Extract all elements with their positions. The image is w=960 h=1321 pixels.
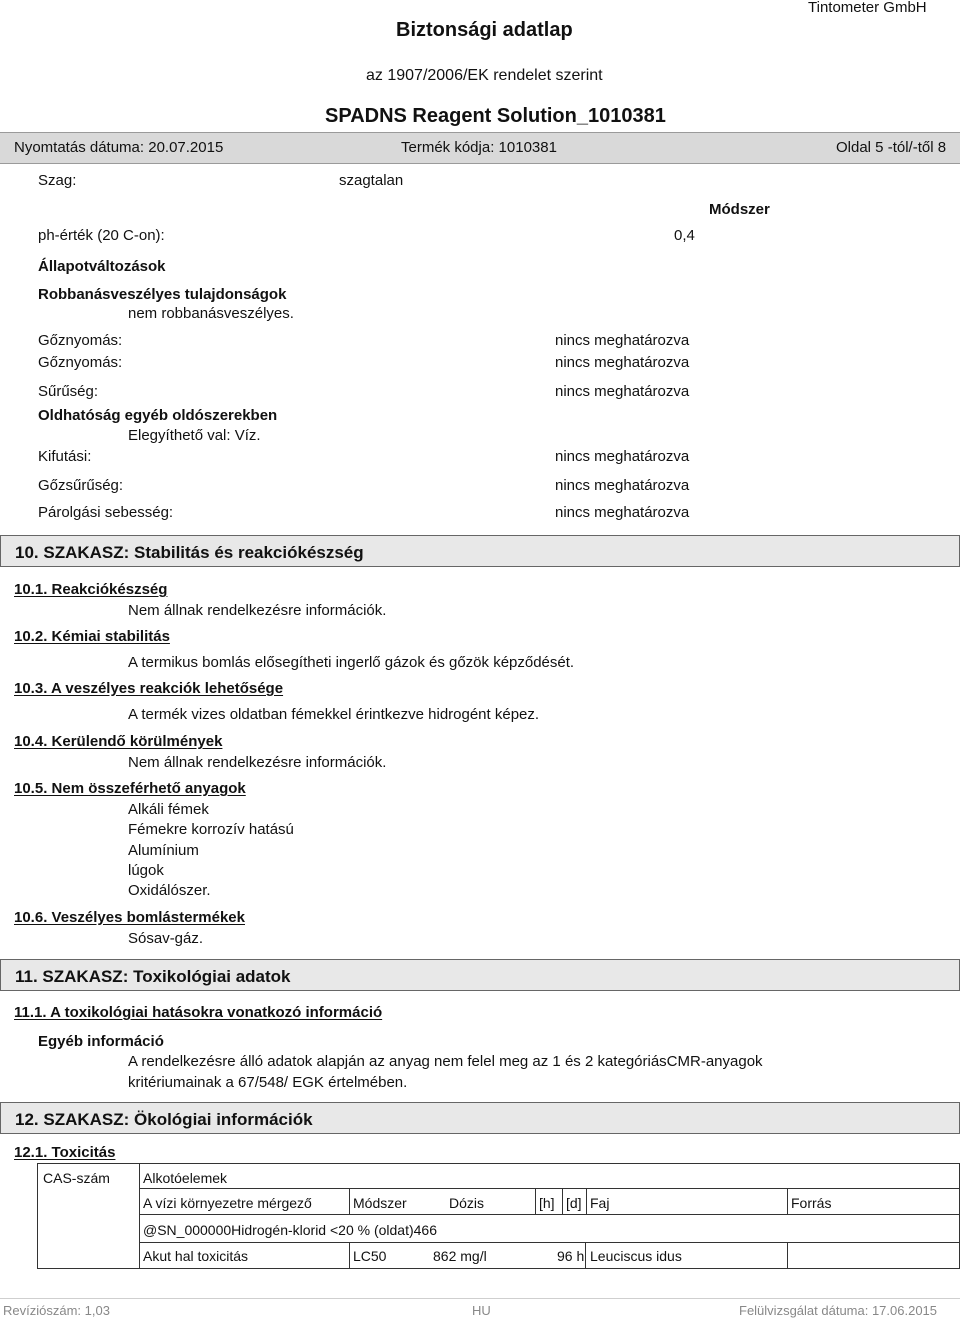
decomposition-products-heading: 10.6. Veszélyes bomlástermékek	[14, 909, 245, 926]
test-method: LC50	[353, 1248, 387, 1264]
test-species: Leuciscus idus	[590, 1248, 682, 1264]
test-hours: 96 h	[557, 1248, 585, 1264]
components-header-cell	[139, 1163, 960, 1189]
test-name: Akut hal toxicitás	[143, 1248, 249, 1264]
aquatic-header: A vízi környezetre mérgező	[143, 1195, 312, 1211]
ph-label: ph-érték (20 C-on):	[38, 227, 165, 244]
decomposition-products-text: Sósav-gáz.	[128, 930, 204, 947]
vapor-density-value: nincs meghatározva	[555, 477, 690, 494]
other-info-heading: Egyéb információ	[38, 1033, 164, 1050]
reactivity-text: Nem állnak rendelkezésre információk.	[128, 602, 387, 619]
cas-header: CAS-szám	[43, 1170, 110, 1186]
incompatible-item: Oxidálószer.	[128, 882, 211, 899]
incompatible-materials-heading: 10.5. Nem összeférhető anyagok	[14, 780, 246, 797]
print-date: Nyomtatás dátuma: 20.07.2015	[14, 139, 224, 156]
method-header: Módszer	[709, 201, 770, 218]
section-10-bar	[0, 535, 960, 567]
evaporation-label: Párolgási sebesség:	[38, 504, 174, 521]
explosive-heading: Robbanásveszélyes tulajdonságok	[38, 286, 287, 303]
page-number: Oldal 5 -tól/-től 8	[836, 139, 947, 156]
chemical-stability-heading: 10.2. Kémiai stabilitás	[14, 628, 170, 645]
reactivity-heading: 10.1. Reakciókészség	[14, 581, 168, 598]
components-header: Alkotóelemek	[143, 1170, 228, 1186]
hours-header: [h]	[539, 1195, 555, 1211]
ph-value: 0,4	[674, 227, 695, 244]
hazardous-reactions-text: A termék vizes oldatban fémekkel érintkezve hidrogént képez.	[128, 706, 540, 723]
conditions-avoid-heading: 10.4. Kerülendő körülmények	[14, 733, 223, 750]
section-12-title: 12. SZAKASZ: Ökológiai információk	[15, 1110, 313, 1129]
explosive-value: nem robbanásveszélyes.	[128, 305, 294, 322]
language-code: HU	[472, 1303, 491, 1318]
vapor-pressure-label: Gőznyomás:	[38, 332, 123, 349]
regulation-text: az 1907/2006/EK rendelet szerint	[366, 67, 603, 84]
toxicological-info-heading: 11.1. A toxikológiai hatásokra vonatkozó információ	[14, 1004, 383, 1021]
review-date: Felülvizsgálat dátuma: 17.06.2015	[739, 1303, 938, 1318]
state-changes-heading: Állapotváltozások	[38, 258, 166, 275]
vapor-pressure-value-2: nincs meghatározva	[555, 354, 690, 371]
test-dose: 862 mg/l	[433, 1248, 487, 1264]
method-header-table: Módszer	[353, 1195, 407, 1211]
section-12-bar	[0, 1102, 960, 1134]
incompatible-item: lúgok	[128, 862, 164, 879]
revision-number: Revíziószám: 1,03	[3, 1303, 110, 1318]
source-header: Forrás	[791, 1195, 832, 1211]
density-value: nincs meghatározva	[555, 383, 690, 400]
evaporation-value: nincs meghatározva	[555, 504, 690, 521]
other-info-line-2: kritériumainak a 67/548/ EGK értelmében.	[128, 1074, 408, 1091]
section-11-title: 11. SZAKASZ: Toxikológiai adatok	[15, 967, 291, 986]
dose-header: Dózis	[449, 1195, 485, 1211]
product-name: SPADNS Reagent Solution_1010381	[325, 105, 666, 127]
vapor-pressure-label-2: Gőznyomás:	[38, 354, 123, 371]
conditions-avoid-text: Nem állnak rendelkezésre információk.	[128, 754, 387, 771]
solubility-value: Elegyíthető val: Víz.	[128, 427, 261, 444]
section-10-title: 10. SZAKASZ: Stabilitás és reakciókészség	[15, 543, 364, 562]
flow-value: nincs meghatározva	[555, 448, 690, 465]
species-header-cell	[586, 1188, 788, 1215]
product-code: Termék kódja: 1010381	[401, 139, 557, 156]
toxicity-heading: 12.1. Toxicitás	[14, 1144, 116, 1161]
other-info-line-1: A rendelkezésre álló adatok alapján az anyag nem felel meg az 1 és 2 kategóriásCMR-anyagok	[128, 1053, 763, 1070]
document-title: Biztonsági adatlap	[396, 19, 573, 41]
company-name: Tintometer GmbH	[808, 0, 927, 16]
footer-divider	[0, 1298, 960, 1299]
density-label: Sűrűség:	[38, 383, 99, 400]
odor-value: szagtalan	[339, 172, 404, 189]
solubility-heading: Oldhatóság egyéb oldószerekben	[38, 407, 278, 424]
odor-label: Szag:	[38, 172, 77, 189]
source-cell	[787, 1242, 960, 1269]
days-header: [d]	[566, 1195, 582, 1211]
chemical-stability-text: A termikus bomlás elősegítheti ingerlő gázok és gőzök képződését.	[128, 654, 575, 671]
species-header: Faj	[590, 1195, 610, 1211]
incompatible-item: Alkáli fémek	[128, 801, 209, 818]
vapor-density-label: Gőzsűrűség:	[38, 477, 124, 494]
substance-row: @SN_000000Hidrogén-klorid <20 % (oldat)466	[143, 1222, 437, 1238]
incompatible-item: Fémekre korrozív hatású	[128, 821, 294, 838]
hazardous-reactions-heading: 10.3. A veszélyes reakciók lehetősége	[14, 680, 284, 697]
flow-label: Kifutási:	[38, 448, 92, 465]
vapor-pressure-value: nincs meghatározva	[555, 332, 690, 349]
section-11-bar	[0, 959, 960, 991]
incompatible-item: Alumínium	[128, 842, 199, 859]
